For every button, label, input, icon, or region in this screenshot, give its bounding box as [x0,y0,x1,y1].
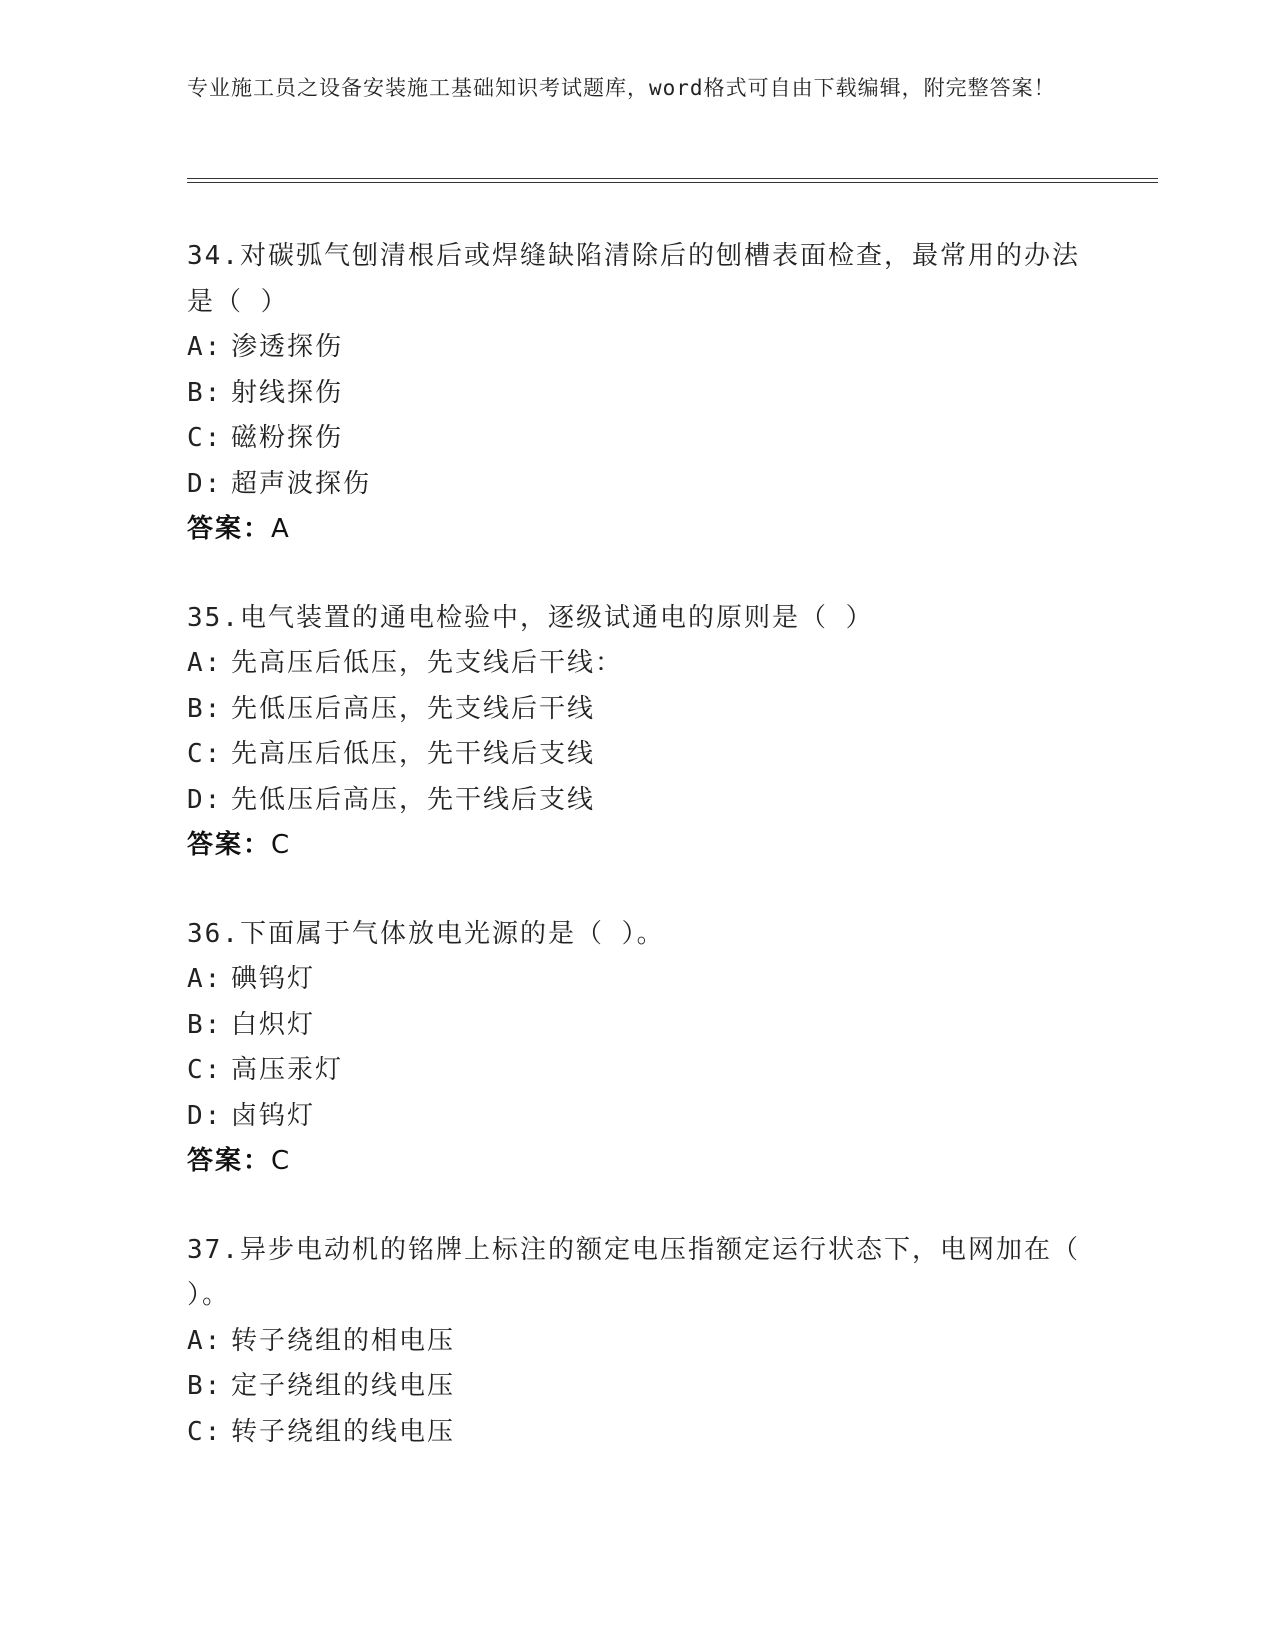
option-line [187,462,1087,508]
option-text: 转子绕组的线电压 [231,1416,456,1447]
option-text: 射线探伤 [231,377,344,408]
option-key: C: [187,1416,223,1447]
option-line [187,325,1087,371]
answer-label: 答案： [187,1146,272,1176]
answer-line [187,1139,1087,1185]
option-text: 白炽灯 [231,1009,316,1040]
question-stem: 37.异步电动机的铭牌上标注的额定电压指额定运行状态下，电网加在（ ）。 [187,1234,1080,1310]
option-line [187,1003,1087,1049]
option-key: A: [187,332,223,362]
option-line [187,1364,1087,1410]
option-key: D: [187,784,223,815]
option-key: D: [187,468,223,499]
question-item [187,1228,1087,1456]
option-text: 定子绕组的线电压 [231,1371,456,1401]
option-key: A: [187,964,223,994]
option-line [187,1319,1087,1365]
answer-value: C [271,830,292,860]
option-line [187,1410,1087,1456]
option-text: 卤钨灯 [231,1100,316,1131]
option-key: C: [187,1055,223,1085]
option-key: C: [187,739,223,769]
option-line [187,732,1087,778]
option-key: B: [187,1371,223,1401]
option-text: 先高压后低压，先支线后干线： [231,648,624,678]
option-line [187,957,1087,1003]
option-line [187,1048,1087,1094]
option-key: A: [187,1325,223,1356]
option-text: 渗透探伤 [231,332,344,362]
question-item [187,234,1087,553]
question-stem: 34.对碳弧气刨清根后或焊缝缺陷清除后的刨槽表面检查，最常用的办法是（ ） [187,241,1080,317]
option-line [187,778,1087,824]
answer-value: A [271,514,291,544]
option-text: 先高压后低压，先干线后支线 [231,739,596,769]
question-stem: 36.下面属于气体放电光源的是（ ）。 [187,918,665,949]
answer-line [187,507,1087,553]
option-line [187,687,1087,733]
header-divider [187,178,1158,183]
answer-label: 答案： [187,830,272,860]
option-text: 超声波探伤 [231,468,372,499]
answer-line [187,823,1087,869]
answer-value: C [271,1146,292,1176]
option-key: B: [187,377,223,408]
option-key: D: [187,1100,223,1131]
question-stem: 35.电气装置的通电检验中，逐级试通电的原则是（ ） [187,602,874,633]
answer-label: 答案： [187,514,272,544]
option-line [187,416,1087,462]
option-text: 先低压后高压，先干线后支线 [231,784,596,815]
option-line [187,371,1087,417]
option-text: 磁粉探伤 [231,423,344,453]
option-text: 转子绕组的相电压 [231,1325,456,1356]
option-key: B: [187,693,223,724]
option-key: B: [187,1009,223,1040]
question-item [187,596,1087,869]
option-text: 先低压后高压，先支线后干线 [231,693,596,724]
question-list [187,234,1087,1498]
question-item [187,912,1087,1185]
option-text: 碘钨灯 [231,964,316,994]
option-line [187,1094,1087,1140]
option-key: A: [187,648,223,678]
option-key: C: [187,423,223,453]
option-text: 高压汞灯 [231,1055,344,1085]
option-line [187,641,1087,687]
document-header: 专业施工员之设备安装施工基础知识考试题库，word格式可自由下载编辑，附完整答案！ [187,76,1056,100]
